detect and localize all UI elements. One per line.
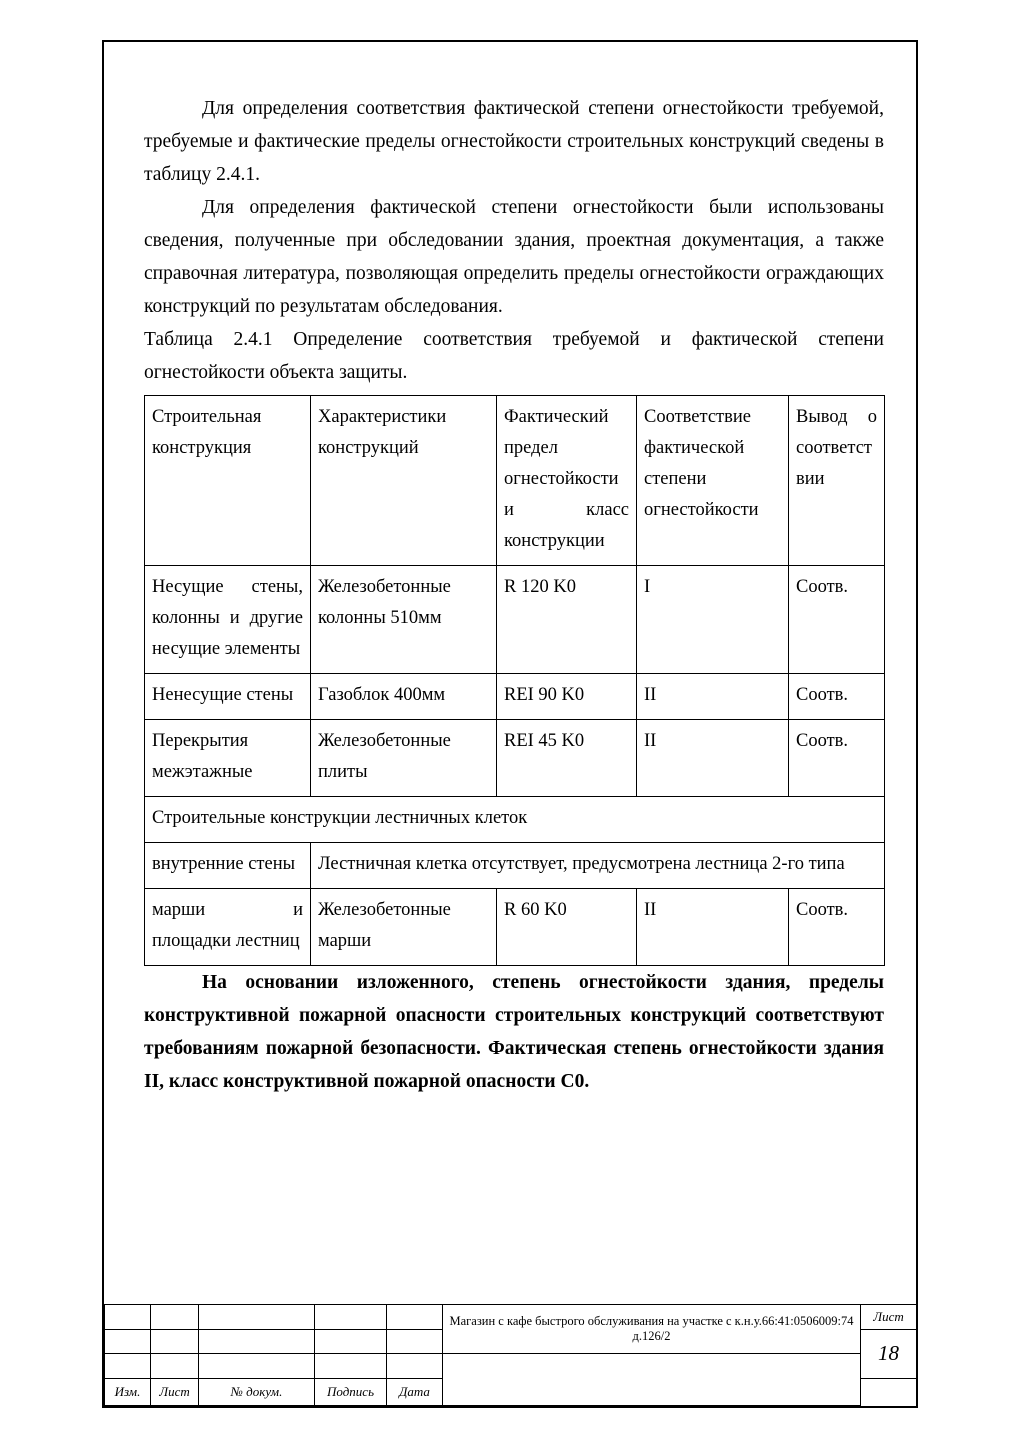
- cell-conclusion: Соотв.: [789, 720, 885, 797]
- stamp-cell-blank: [387, 1329, 443, 1354]
- stamp-cell-blank: [199, 1354, 315, 1379]
- cell-limit: R 120 K0: [497, 566, 637, 674]
- paragraph-1: Для определения соответствия фактической степени огнестойкости требуемой, требуемые и фактические пределы огнестойкости строительных конструкций сведены в таблицу 2.4.1.: [144, 98, 884, 185]
- table-row: [145, 674, 885, 720]
- table-header-cell-1: Строительная конструкция: [145, 396, 311, 566]
- table-header-cell-3: Фактический предел огнестойкости и класс конструкции: [497, 396, 637, 566]
- cell-limit: REI 45 K0: [497, 720, 637, 797]
- cell-limit: REI 90 K0: [497, 674, 637, 720]
- cell-limit: R 60 K0: [497, 889, 637, 966]
- cell-degree: I: [637, 566, 789, 674]
- table-row: [145, 720, 885, 797]
- stamp-cell-blank: [315, 1305, 387, 1330]
- fire-resistance-table: [144, 395, 885, 966]
- table-section-row: [145, 797, 885, 843]
- stamp-label-data: Дата: [387, 1379, 443, 1406]
- stamp-cell-blank: [199, 1329, 315, 1354]
- stamp-cell-blank: [105, 1329, 151, 1354]
- cell-degree: II: [637, 674, 789, 720]
- cell-construction: Ненесущие стены: [145, 674, 311, 720]
- stamp-cell-blank: [105, 1354, 151, 1379]
- paragraph-2: Для определения фактической степени огнестойкости были использованы сведения, полученные при обследовании здания, проектная документация, а также справочная литература, позволяющая определить пределы огнестойкости ограждающих конструкций по результатам обследования.: [144, 197, 884, 317]
- cell-degree: II: [637, 720, 789, 797]
- table-row: [145, 843, 885, 889]
- cell-characteristics: Железобетонные плиты: [311, 720, 497, 797]
- stamp-cell-blank: [315, 1354, 387, 1379]
- stamp-sheet-number: 18: [861, 1329, 917, 1378]
- cell-characteristics: Железобетонные марши: [311, 889, 497, 966]
- table-row: [145, 566, 885, 674]
- stamp-cell-blank-wide: [443, 1354, 861, 1406]
- cell-degree: II: [637, 889, 789, 966]
- cell-construction: Несущие стены, колонны и другие несущие элементы: [145, 566, 311, 674]
- table-header-cell-4: Соответствие фактической степени огнестойкости: [637, 396, 789, 566]
- cell-characteristics: Газоблок 400мм: [311, 674, 497, 720]
- stamp-cell-blank: [151, 1329, 199, 1354]
- page-content: [144, 92, 884, 1098]
- stamp-label-list: Лист: [151, 1379, 199, 1406]
- stamp-cell-blank: [315, 1329, 387, 1354]
- title-block-stamp: [104, 1304, 916, 1406]
- stamp-label-podpis: Подпись: [315, 1379, 387, 1406]
- table-header-cell-5: Вывод о соответствии: [789, 396, 885, 566]
- cell-construction: Перекрытия межэтажные: [145, 720, 311, 797]
- stamp-cell-blank: [105, 1305, 151, 1330]
- stamp-label-dokum: № докум.: [199, 1379, 315, 1406]
- table-caption: Таблица 2.4.1 Определение соответствия требуемой и фактической степени огнестойкости объекта защиты.: [144, 329, 884, 383]
- stamp-cell-blank: [387, 1354, 443, 1379]
- stamp-cell-blank: [199, 1305, 315, 1330]
- stamp-sheet-word: Лист: [861, 1305, 917, 1330]
- stamp-object-title: Магазин с кафе быстрого обслуживания на участке с к.н.у.66:41:0506009:74 д.126/2: [443, 1305, 861, 1354]
- cell-conclusion: Соотв.: [789, 674, 885, 720]
- table-header-row: [145, 396, 885, 566]
- cell-construction: марши и площадки лестниц: [145, 889, 311, 966]
- stamp-cell-blank: [151, 1305, 199, 1330]
- table-header-cell-2: Характеристики конструкций: [311, 396, 497, 566]
- stamp-label-izm: Изм.: [105, 1379, 151, 1406]
- table-row: [145, 889, 885, 966]
- conclusion-paragraph: На основании изложенного, степень огнестойкости здания, пределы конструктивной пожарной опасности строительных конструкций соответствуют требованиям пожарной безопасности. Фактическая степень огнестойкости здания II, класс конструктивной пожарной опасности С0.: [144, 972, 884, 1092]
- cell-characteristics: Железобетонные колонны 510мм: [311, 566, 497, 674]
- cell-construction: внутренние стены: [145, 843, 311, 889]
- cell-conclusion: Соотв.: [789, 566, 885, 674]
- document-page: [102, 40, 918, 1408]
- cell-conclusion: Соотв.: [789, 889, 885, 966]
- cell-merged-note: Лестничная клетка отсутствует, предусмотрена лестница 2-го типа: [311, 843, 885, 889]
- stamp-cell-blank: [151, 1354, 199, 1379]
- stamp-row-empty-1: [105, 1305, 917, 1330]
- stamp-cell-blank: [387, 1305, 443, 1330]
- cell-section-title: Строительные конструкции лестничных клеток: [145, 797, 885, 843]
- stamp-row-empty-3: [105, 1354, 917, 1379]
